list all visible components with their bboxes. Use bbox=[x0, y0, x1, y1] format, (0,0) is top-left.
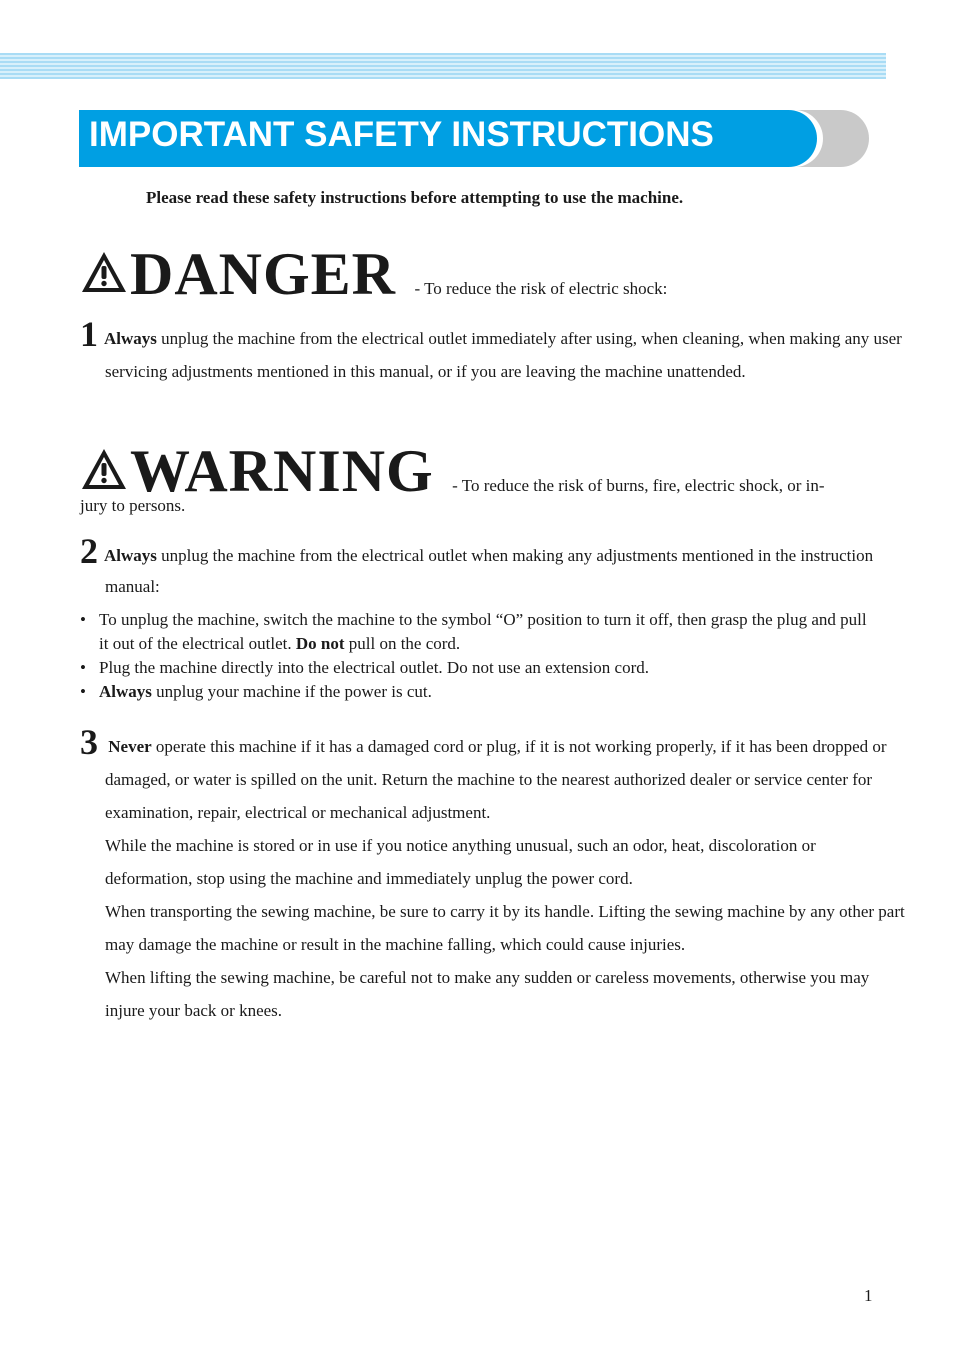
item-text: unplug the machine from the electrical outlet when making any adjustments mentioned in the instruction manual: bbox=[105, 546, 874, 596]
item-paragraph: When transporting the sewing machine, be sure to carry it by its handle. Lifting the sewing machine by any other part may damage the machine or result in the machine falling, which could cause injuries. bbox=[105, 902, 905, 954]
warning-heading-row bbox=[80, 437, 825, 506]
intro-note: Please read these safety instructions before attempting to use the machine. bbox=[146, 188, 684, 207]
list-item: • Always unplug your machine if the power is cut. bbox=[80, 680, 880, 704]
item-strong: Always bbox=[104, 329, 157, 348]
item-strong: Never bbox=[108, 737, 152, 756]
danger-heading-row bbox=[80, 240, 667, 309]
item-paragraph: While the machine is stored or in use if you notice anything unusual, such an odor, heat, discoloration or deformation, stop using the machine and immediately unplug the power cord. bbox=[105, 836, 816, 888]
warning-item-2 bbox=[80, 531, 905, 602]
header-stripe-band bbox=[0, 53, 886, 79]
warning-heading: WARNING bbox=[130, 438, 434, 504]
danger-item-1 bbox=[80, 314, 905, 388]
item-text: operate this machine if it has a damaged cord or plug, if it is not working properly, if it has been dropped or damaged, or water is spilled on the unit. Return the machine to the nearest authorized dealer or service center for examination, repair, electrical or mechanical adjustment. bbox=[105, 737, 887, 822]
unplug-bullet-list bbox=[80, 608, 880, 704]
page-number: 1 bbox=[864, 1286, 873, 1305]
title-banner bbox=[79, 110, 879, 168]
page-title: IMPORTANT SAFETY INSTRUCTIONS bbox=[79, 110, 817, 167]
warning-triangle-icon bbox=[80, 447, 128, 496]
warning-item-3 bbox=[80, 722, 905, 1027]
item-number: 1 bbox=[80, 314, 98, 354]
warning-triangle-icon bbox=[80, 250, 128, 299]
list-item: • To unplug the machine, switch the machine to the symbol “O” position to turn it off, then grasp the plug and pull it out of the electrical outlet. Do not pull on the cord. bbox=[80, 608, 880, 656]
item-paragraph: When lifting the sewing machine, be careful not to make any sudden or careless movements, otherwise you may injure your back or knees. bbox=[105, 968, 870, 1020]
danger-heading: DANGER bbox=[130, 241, 397, 307]
item-number: 3 bbox=[80, 722, 98, 762]
danger-heading-note: - To reduce the risk of electric shock: bbox=[414, 279, 668, 298]
item-strong: Always bbox=[104, 546, 157, 565]
warning-heading-note-cont: jury to persons. bbox=[80, 496, 186, 515]
item-number: 2 bbox=[80, 531, 98, 571]
warning-heading-note: - To reduce the risk of burns, fire, electric shock, or in- bbox=[452, 476, 825, 495]
item-text: unplug the machine from the electrical outlet immediately after using, when cleaning, when making any user servicing adjustments mentioned in this manual, or if you are leaving the machine unattended. bbox=[105, 329, 902, 381]
list-item: • Plug the machine directly into the electrical outlet. Do not use an extension cord. bbox=[80, 656, 880, 680]
